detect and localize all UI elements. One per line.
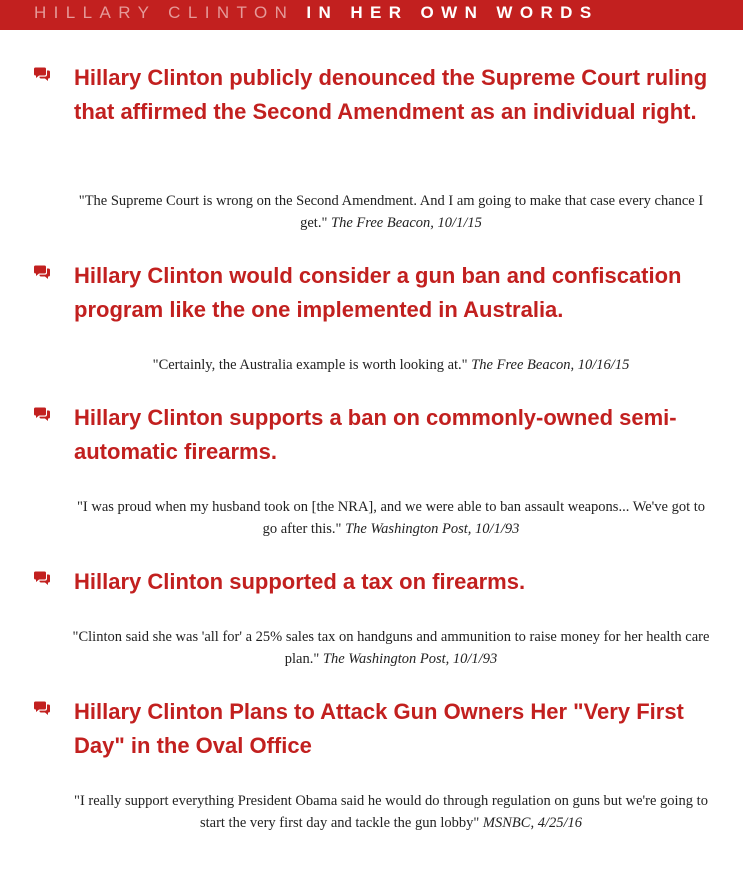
comments-icon bbox=[34, 701, 50, 715]
comments-icon bbox=[34, 571, 50, 585]
comments-icon bbox=[34, 67, 50, 81]
item-headline: Hillary Clinton Plans to Attack Gun Owners Her "Very First Day" in the Oval Office bbox=[74, 699, 684, 758]
item-quote bbox=[70, 190, 712, 234]
item-headline: Hillary Clinton supports a ban on commonly-owned semi-automatic firearms. bbox=[74, 405, 677, 464]
item-headline: Hillary Clinton publicly denounced the Supreme Court ruling that affirmed the Second Amendment as an individual right. bbox=[74, 65, 708, 124]
comments-icon bbox=[34, 265, 50, 279]
item-quote bbox=[70, 354, 712, 376]
quote-text: "I really support everything President Obama said he would do through regulation on guns but we're going to start the very first day and tackle the gun lobby" bbox=[74, 793, 708, 831]
item-quote bbox=[70, 626, 712, 670]
quote-source: The Washington Post, 10/1/93 bbox=[345, 521, 520, 537]
quote-source: The Free Beacon, 10/16/15 bbox=[471, 357, 630, 373]
quote-text: "Clinton said she was 'all for' a 25% sales tax on handguns and ammunition to raise money for her health care plan." bbox=[72, 629, 710, 667]
quote-source: The Washington Post, 10/1/93 bbox=[322, 651, 498, 667]
item-quote bbox=[70, 790, 712, 834]
banner-name: HILLARY CLINTON bbox=[34, 3, 295, 22]
banner-tagline: IN HER OWN WORDS bbox=[306, 3, 599, 22]
banner-title bbox=[34, 4, 599, 22]
comments-icon bbox=[34, 407, 50, 421]
item-headline: Hillary Clinton supported a tax on firearms. bbox=[74, 569, 526, 594]
quote-source: The Free Beacon, 10/1/15 bbox=[331, 215, 482, 231]
quote-source: MSNBC, 4/25/16 bbox=[482, 815, 583, 831]
quote-text: "Certainly, the Australia example is worth looking at." bbox=[152, 357, 468, 373]
header-banner bbox=[0, 0, 743, 30]
item-headline: Hillary Clinton would consider a gun ban and confiscation program like the one implemented in Australia. bbox=[74, 263, 682, 322]
quote-text: "The Supreme Court is wrong on the Second Amendment. And I am going to make that case every chance I get." bbox=[78, 193, 704, 231]
item-quote bbox=[70, 496, 712, 540]
quote-text: "I was proud when my husband took on [the NRA], and we were able to ban assault weapons... We've got to go after this." bbox=[76, 499, 706, 537]
